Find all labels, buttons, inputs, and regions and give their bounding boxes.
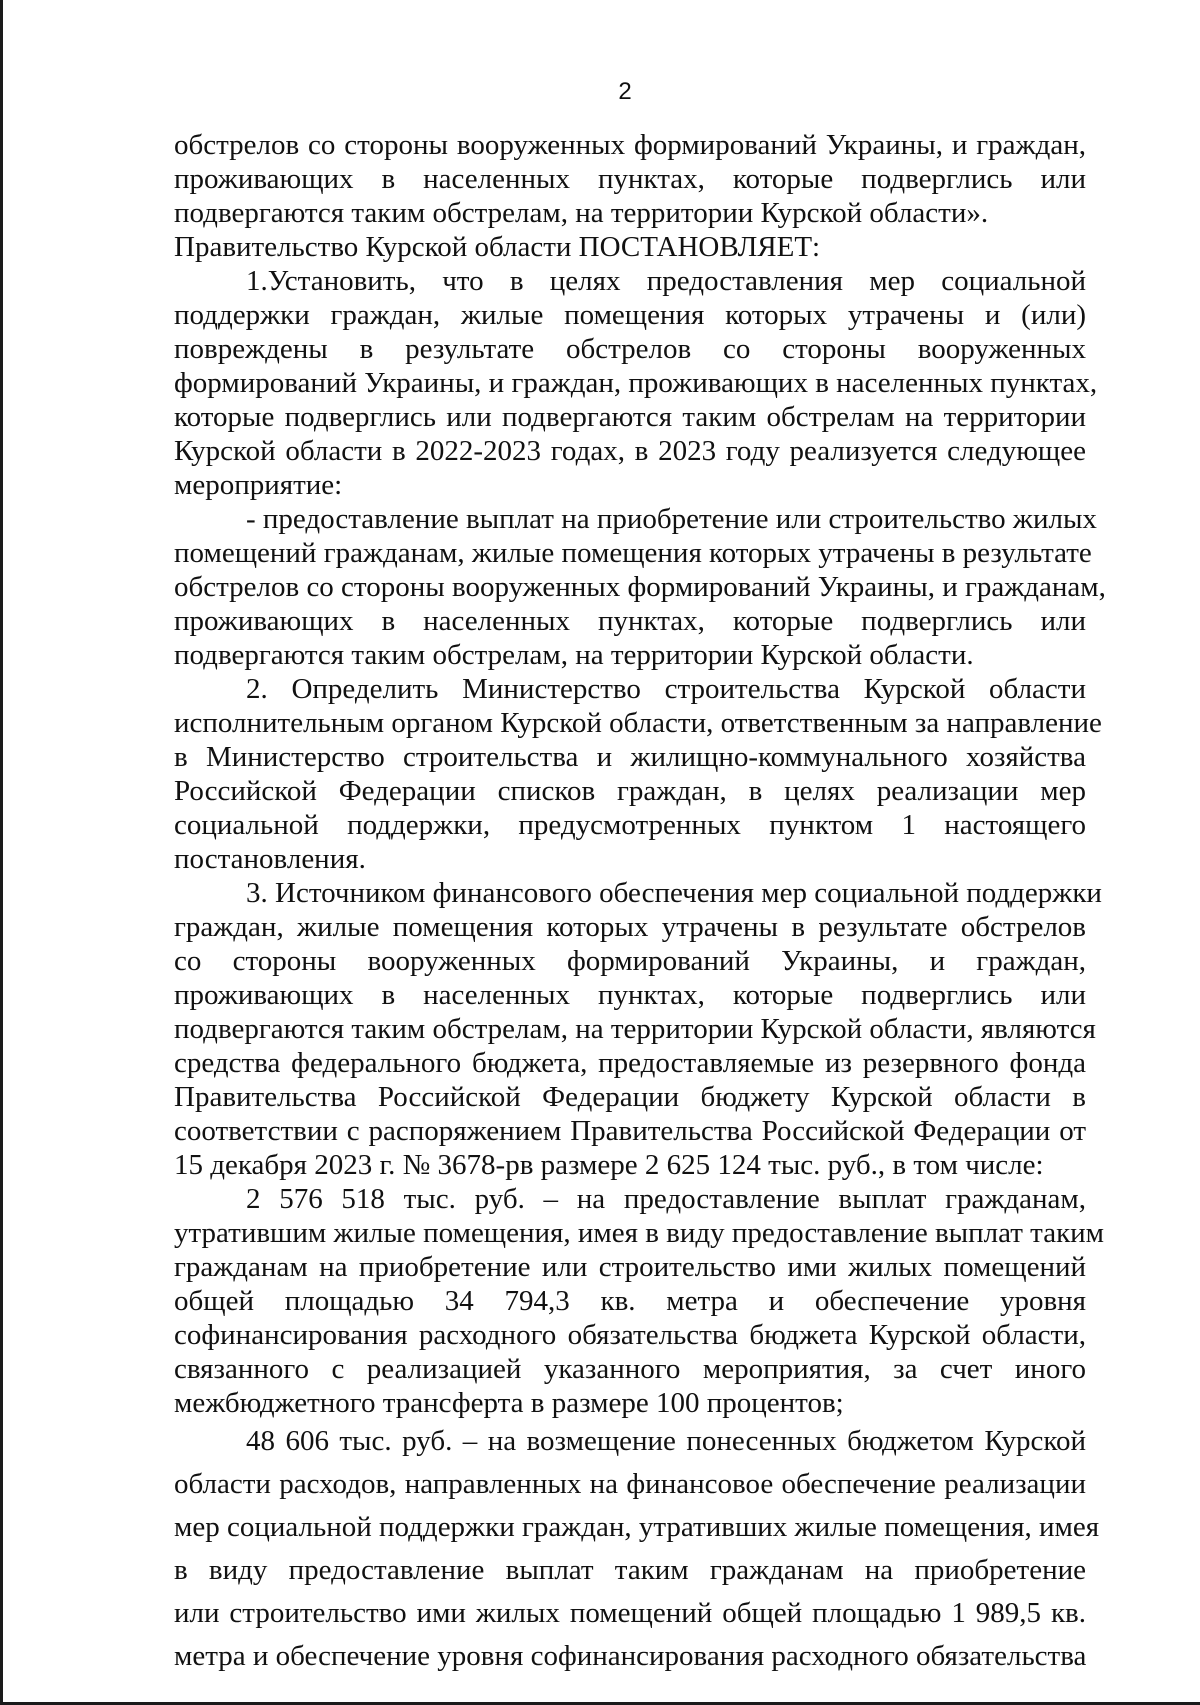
text-line: обстрелов со стороны вооруженных формирований Украины, и гражданам, (174, 571, 1106, 603)
text-line: мероприятие: (174, 469, 343, 501)
text-line: общей площадью 34 794,3 кв. метра и обеспечение уровня (174, 1285, 1086, 1317)
text-line: со стороны вооруженных формирований Украины, и граждан, (174, 945, 1086, 977)
text-line: 48 606 тыс. руб. – на возмещение понесенных бюджетом Курской (246, 1425, 1086, 1457)
text-line: софинансирования расходного обязательства бюджета Курской области, (174, 1319, 1086, 1351)
text-line: поддержки граждан, жилые помещения которых утрачены и (или) (174, 299, 1086, 331)
text-line: мер социальной поддержки граждан, утративших жилые помещения, имея (174, 1511, 1100, 1543)
text-line: социальной поддержки, предусмотренных пунктом 1 настоящего (174, 809, 1086, 841)
text-line: которые подверглись или подвергаются таким обстрелам на территории (174, 401, 1086, 433)
text-line: 1.Установить, что в целях предоставления мер социальной (246, 265, 1086, 297)
text-line: в виду предоставление выплат таким гражданам на приобретение (174, 1554, 1086, 1586)
text-line: Правительство Курской области ПОСТАНОВЛЯЕТ: (174, 231, 821, 263)
text-line: помещений гражданам, жилые помещения которых утрачены в результате (174, 537, 1092, 569)
text-line: Российской Федерации списков граждан, в целях реализации мер (174, 775, 1086, 807)
text-line: 2. Определить Министерство строительства Курской области (246, 673, 1086, 705)
text-line: подвергаются таким обстрелам, на территории Курской области». (174, 197, 989, 229)
text-line: подвергаются таким обстрелам, на территории Курской области. (174, 639, 974, 671)
text-line: 3. Источником финансового обеспечения мер социальной поддержки (246, 877, 1102, 909)
text-line: гражданам на приобретение или строительство ими жилых помещений (174, 1251, 1086, 1283)
scan-edge-left (0, 0, 3, 1705)
text-line: формирований Украины, и граждан, проживающих в населенных пунктах, (174, 367, 1098, 399)
text-line: повреждены в результате обстрелов со стороны вооруженных (174, 333, 1086, 365)
text-line: 2 576 518 тыс. руб. – на предоставление выплат гражданам, (246, 1183, 1086, 1215)
text-line: проживающих в населенных пунктах, которые подверглись или (174, 605, 1086, 637)
text-line: постановления. (174, 843, 366, 875)
text-line: подвергаются таким обстрелам, на территории Курской области, являются (174, 1013, 1096, 1045)
text-line: Правительства Российской Федерации бюджету Курской области в (174, 1081, 1086, 1113)
text-line: межбюджетного трансферта в размере 100 процентов; (174, 1387, 844, 1419)
text-line: - предоставление выплат на приобретение или строительство жилых (246, 503, 1097, 535)
text-line: в Министерство строительства и жилищно-коммунального хозяйства (174, 741, 1086, 773)
text-line: средства федерального бюджета, предоставляемые из резервного фонда (174, 1047, 1086, 1079)
page-number: 2 (618, 78, 632, 105)
text-line: исполнительным органом Курской области, ответственным за направление (174, 707, 1102, 739)
document-body (174, 128, 1106, 1678)
text-line: соответствии с распоряжением Правительства Российской Федерации от (174, 1115, 1086, 1147)
text-line: Курской области в 2022-2023 годах, в 2023 году реализуется следующее (174, 435, 1086, 467)
text-line: или строительство ими жилых помещений общей площадью 1 989,5 кв. (174, 1597, 1086, 1629)
text-line: граждан, жилые помещения которых утрачены в результате обстрелов (174, 911, 1086, 943)
text-line: проживающих в населенных пунктах, которые подверглись или (174, 979, 1086, 1011)
text-line: 15 декабря 2023 г. № 3678-рв размере 2 625 124 тыс. руб., в том числе: (174, 1149, 1044, 1181)
text-line: проживающих в населенных пунктах, которые подверглись или (174, 163, 1086, 195)
text-line: области расходов, направленных на финансовое обеспечение реализации (174, 1468, 1086, 1500)
text-line: обстрелов со стороны вооруженных формирований Украины, и граждан, (174, 129, 1086, 161)
text-line: связанного с реализацией указанного мероприятия, за счет иного (174, 1353, 1086, 1385)
text-line: утратившим жилые помещения, имея в виду предоставление выплат таким (174, 1217, 1105, 1249)
text-line: метра и обеспечение уровня софинансирования расходного обязательства (174, 1640, 1087, 1672)
